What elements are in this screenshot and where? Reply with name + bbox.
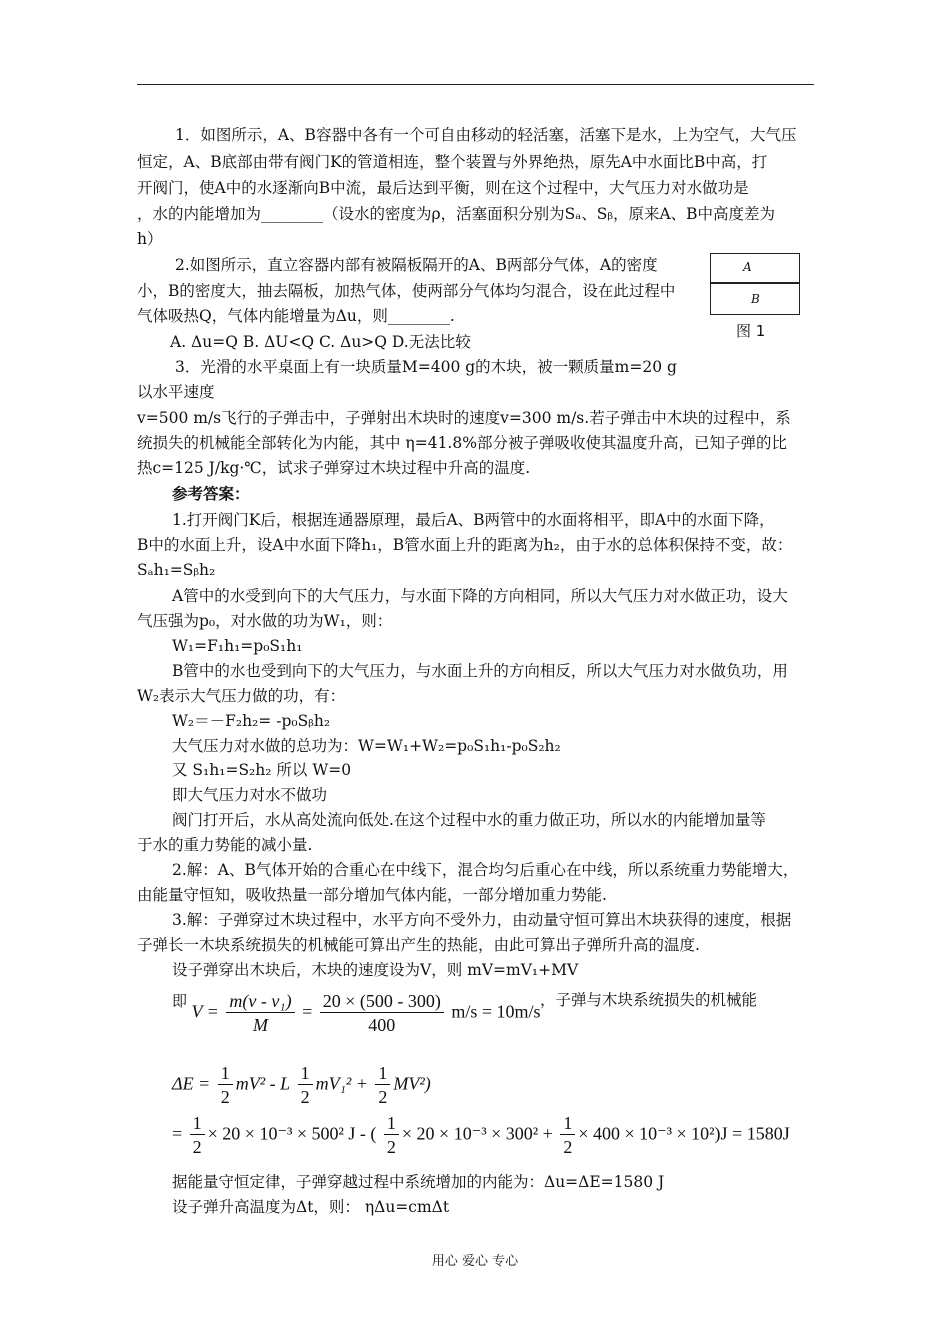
container-figure bbox=[710, 253, 800, 315]
figure-caption: 图 1 bbox=[736, 322, 766, 340]
eq-num: 1 bbox=[218, 1062, 233, 1085]
text-line: 统损失的机械能全部转化为内能，其中 η=41.8%部分被子弹吸收使其温度升高，已知子弹的比 bbox=[137, 434, 787, 452]
equation-energy bbox=[172, 1062, 431, 1109]
eq-den: 2 bbox=[300, 1087, 310, 1107]
text-line: 2.如图所示，直立容器内部有被隔板隔开的A、B两部分气体，A的密度 bbox=[175, 256, 658, 274]
text-line: 由能量守恒知，吸收热量一部分增加气体内能，一部分增加重力势能. bbox=[137, 886, 607, 904]
eq-den: 2 bbox=[386, 1137, 396, 1157]
text-line: h） bbox=[137, 230, 163, 248]
eq-num: 1 bbox=[375, 1062, 390, 1085]
answer-heading: 参考答案： bbox=[172, 484, 250, 503]
eq-term: × 20 × 10⁻³ × 300² + bbox=[401, 1123, 553, 1144]
eq-lhs: ΔE = bbox=[172, 1073, 211, 1094]
text-line: W₂表示大气压力做的功，有： bbox=[137, 687, 346, 705]
eq-den: 2 bbox=[378, 1087, 388, 1107]
text-line: 即大气压力对水不做功 bbox=[172, 786, 328, 804]
text-line: 开阀门，使A中的水逐渐向B中流，最后达到平衡，则在这个过程中，大气压力对水做功是 bbox=[137, 179, 749, 197]
eq-den: M bbox=[252, 1015, 268, 1035]
equation-velocity bbox=[172, 990, 541, 1037]
text-line: Sₐh₁=Sᵦh₂ bbox=[137, 561, 216, 579]
text-line: 小，B的密度大，抽去隔板，加热气体，使两部分气体均匀混合，设在此过程中 bbox=[137, 282, 676, 300]
eq-term: mV₁² + bbox=[315, 1073, 368, 1094]
text-line: 1．如图所示，A、B容器中各有一个可自由移动的轻活塞，活塞下是水，上为空气，大气压 bbox=[175, 126, 797, 144]
text-line: 据能量守恒定律，子弹穿越过程中系统增加的内能为：Δu=ΔE=1580 J bbox=[172, 1173, 665, 1191]
header-rule bbox=[137, 84, 814, 85]
eq-num: m(v - v₁) bbox=[226, 990, 294, 1013]
text-line: 设子弹升高温度为Δt，则： ηΔu=cmΔt bbox=[172, 1198, 450, 1216]
eq-num: 1 bbox=[190, 1112, 205, 1135]
eq-term: × 20 × 10⁻³ × 500² J - ( bbox=[207, 1123, 377, 1144]
text-line: 3．光滑的水平桌面上有一块质量M=400 g的木块，被一颗质量m=20 g bbox=[175, 358, 677, 376]
text-line: A管中的水受到向下的大气压力，与水面下降的方向相同，所以大气压力对水做正功，设大 bbox=[172, 587, 788, 605]
eq-den: 2 bbox=[192, 1137, 202, 1157]
eq-num: 20 × (500 - 300) bbox=[320, 990, 444, 1013]
eq-den: 2 bbox=[220, 1087, 230, 1107]
page-footer: 用心 爱心 专心 bbox=[431, 1254, 519, 1269]
text-line: 气压强为p₀，对水做的功为W₁，则： bbox=[137, 612, 393, 630]
eq-term: mV² - L bbox=[235, 1073, 291, 1094]
text-line: ，水的内能增加为________（设水的密度为ρ，活塞面积分别为Sₐ、Sᵦ，原来A、B中高度差为 bbox=[137, 205, 776, 223]
eq-num: 1 bbox=[298, 1062, 313, 1085]
eq-lhs: = bbox=[172, 1123, 183, 1144]
text-line: 设子弹穿出木块后，木块的速度设为V，则 mV=mV₁+MV bbox=[172, 961, 579, 979]
text-line: 阀门打开后，水从高处流向低处.在这个过程中水的重力做正功，所以水的内能增加量等 bbox=[172, 811, 766, 829]
text-line: B中的水面上升，设A中水面下降h₁，B管水面上升的距离为h₂，由于水的总体积保持不变，故： bbox=[137, 536, 793, 554]
equation-energy-numeric bbox=[172, 1112, 790, 1159]
eq-term: × 400 × 10⁻³ × 10²)J = 1580J bbox=[578, 1123, 790, 1144]
text-line: 以水平速度 bbox=[137, 383, 215, 401]
text-line: W₂＝－F₂h₂= -p₀Sᵦh₂ bbox=[172, 712, 331, 730]
text-line: 气体吸热Q，气体内能增量为Δu，则________. bbox=[137, 307, 455, 325]
text-line: 2.解：A、B气体开始的合重心在中线下，混合均匀后重心在中线，所以系统重力势能增大， bbox=[172, 861, 799, 879]
text-line: 大气压力对水做的总功为：W=W₁+W₂=p₀S₁h₁-p₀S₂h₂ bbox=[172, 737, 561, 755]
text-line: ，子弹与木块系统损失的机械能 bbox=[540, 991, 758, 1009]
eq-tail: m/s = 10m/s bbox=[451, 1001, 541, 1022]
text-line: A. Δu=Q B. ΔU<Q C. Δu>Q D.无法比较 bbox=[170, 333, 471, 351]
eq-den: 400 bbox=[368, 1015, 396, 1035]
text-line: 子弹长一木块系统损失的机械能可算出产生的热能，由此可算出子弹所升高的温度. bbox=[137, 936, 700, 954]
text-line: 热c=125 J/kg·℃，试求子弹穿过木块过程中升高的温度. bbox=[137, 459, 531, 477]
text-line: 1.打开阀门K后，根据连通器原理，最后A、B两管中的水面将相平，即A中的水面下降， bbox=[172, 511, 775, 529]
eq-prefix: 即 bbox=[172, 992, 188, 1010]
figure-divider bbox=[711, 282, 799, 284]
text-line: 3.解：子弹穿过木块过程中，水平方向不受外力，由动量守恒可算出木块获得的速度，根据 bbox=[172, 911, 792, 929]
text-line: v=500 m/s飞行的子弹击中，子弹射出木块时的速度v=300 m/s.若子弹击中木块的过程中，系 bbox=[137, 409, 791, 427]
text-line: B管中的水也受到向下的大气压力，与水面上升的方向相反，所以大气压力对水做负功，用 bbox=[172, 662, 788, 680]
text-line: 于水的重力势能的减小量. bbox=[137, 836, 313, 854]
eq-equals: = bbox=[302, 1001, 313, 1022]
eq-num: 1 bbox=[384, 1112, 399, 1135]
eq-lhs: V = bbox=[191, 1001, 219, 1022]
text-line: 又 S₁h₁=S₂h₂ 所以 W=0 bbox=[172, 761, 352, 779]
eq-num: 1 bbox=[560, 1112, 575, 1135]
text-line: W₁=F₁h₁=p₀S₁h₁ bbox=[172, 637, 303, 655]
text-line: 恒定，A、B底部由带有阀门K的管道相连，整个装置与外界绝热，原先A中水面比B中高，打 bbox=[137, 153, 768, 171]
figure-label-b: B bbox=[751, 292, 760, 306]
eq-den: 2 bbox=[563, 1137, 573, 1157]
figure-label-a: A bbox=[743, 260, 752, 274]
eq-term: MV²) bbox=[393, 1073, 431, 1094]
